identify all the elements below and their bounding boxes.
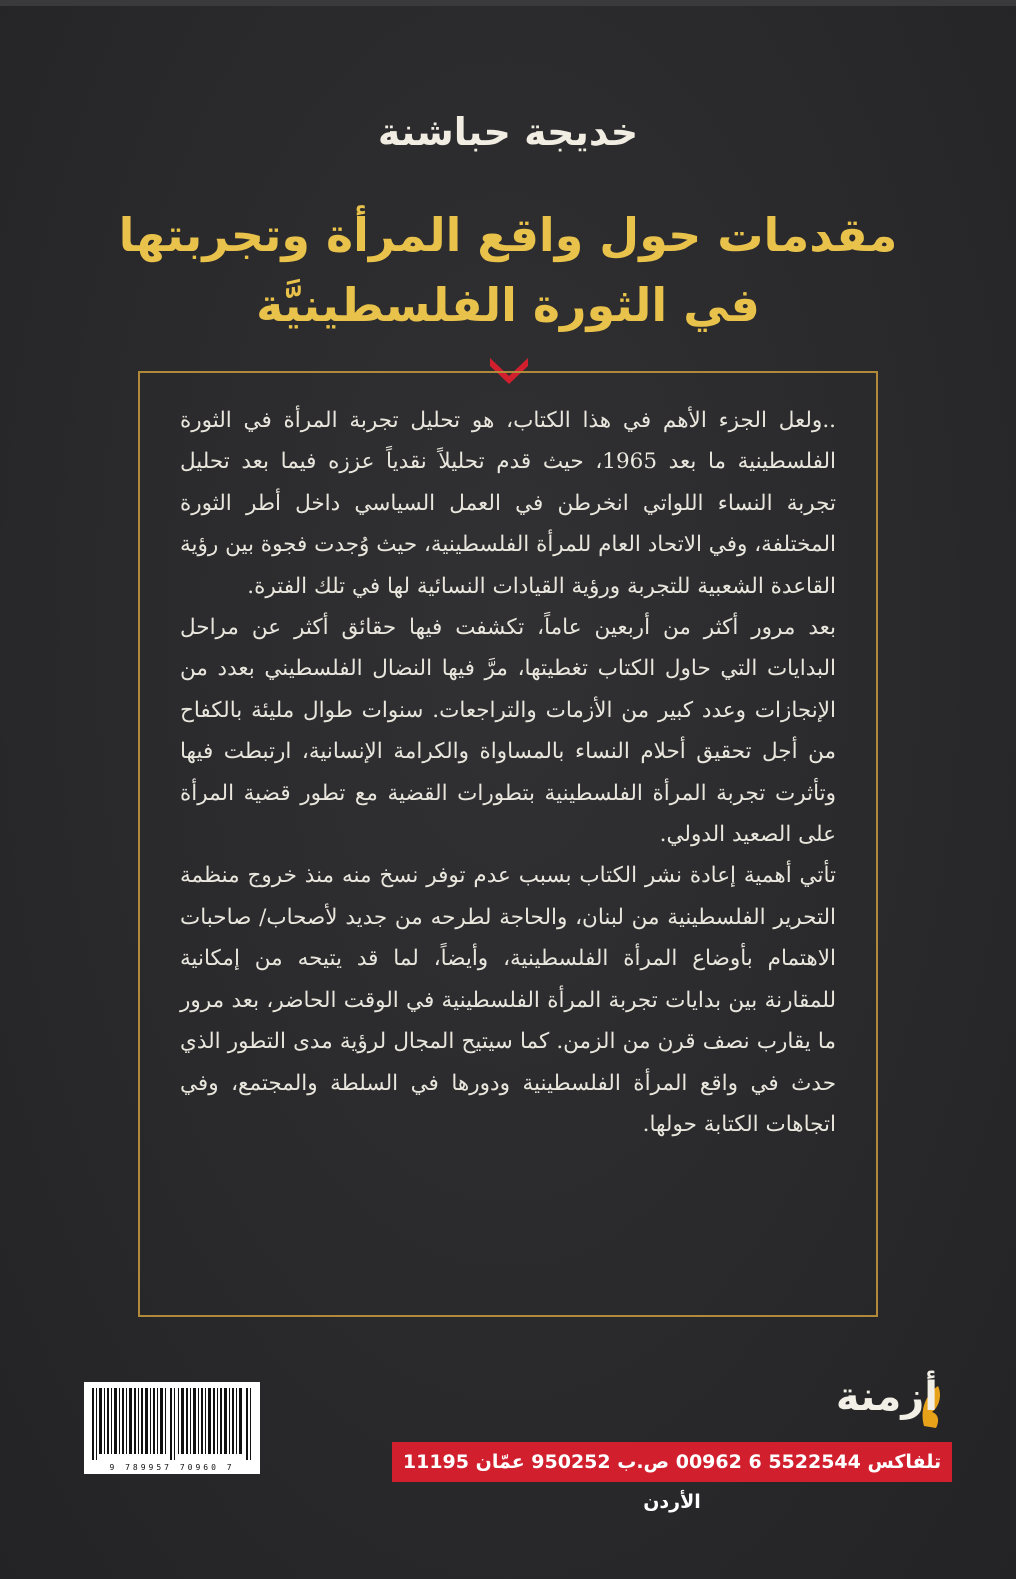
blurb-paragraph-1: ..ولعل الجزء الأهم في هذا الكتاب، هو تحليل تجربة المرأة في الثورة الفلسطينية ما بعد 1965، حيث قدم تحليلاً نقدياً عززه فيما بعد تحليل تجربة النساء اللواتي انخرطن في العمل السياسي داخل أطر الثورة المختلفة، وفي الاتحاد العام للمرأة الفلسطينية، حيث وُجدت فجوة بين رؤية القاعدة الشعبية للتجربة ورؤية القيادات النسائية لها في تلك الفترة.	[180, 408, 836, 599]
book-title-line-2: في الثورة الفلسطينيَّة	[256, 278, 760, 332]
author-name: خديجة حباشنة	[377, 110, 639, 154]
blurb-paragraph-3: تأتي أهمية إعادة نشر الكتاب بسبب عدم توفر نسخ منه منذ خروج منظمة التحرير الفلسطينية من لبنان، والحاجة لطرحه من جديد لأصحاب/ صاحبات الاهتمام بأوضاع المرأة الفلسطينية، وأيضاً، لما قد يتيحه من إمكانية للمقارنة بين بدايات تجربة المرأة الفلسطينية في الوقت الحاضر، بعد مرور ما يقارب نصف قرن من الزمن. كما سيتيح المجال لرؤية مدى التطور الذي حدث في واقع المرأة الفلسطينية ودورها في السلطة والمجتمع، وفي اتجاهات الكتابة حولها.	[180, 863, 836, 1137]
isbn-barcode	[84, 1382, 260, 1474]
publisher-contact-bar: تلفاكس 5522544 6 00962 ص.ب 950252 عمّان 11195 الأردن	[392, 1442, 952, 1482]
book-title-line-1: مقدمات حول واقع المرأة وتجربتها	[118, 208, 898, 262]
blurb-paragraph-2: بعد مرور أكثر من أربعين عاماً، تكشفت فيها حقائق أكثر عن مراحل البدايات التي حاول الكتاب تغطيتها، مرَّ فيها النضال الفلسطيني بعدد من الإنجازات وعدد كبير من الأزمات والتراجعات. سنوات طوال مليئة بالكفاح من أجل تحقيق أحلام النساء بالمساواة والكرامة الإنسانية، ارتبطت فيها وتأثرت تجربة المرأة الفلسطينية بتطورات القضية مع تطور قضية المرأة على الصعيد الدولي.	[180, 615, 836, 848]
blurb-text	[180, 400, 836, 1145]
cover-top-edge	[0, 0, 1016, 6]
publisher-logo-text: أزمنة	[835, 1374, 938, 1420]
book-title	[0, 200, 1016, 340]
barcode-number: 9 789957 70960 7	[109, 1463, 235, 1472]
barcode-bars	[84, 1382, 260, 1462]
